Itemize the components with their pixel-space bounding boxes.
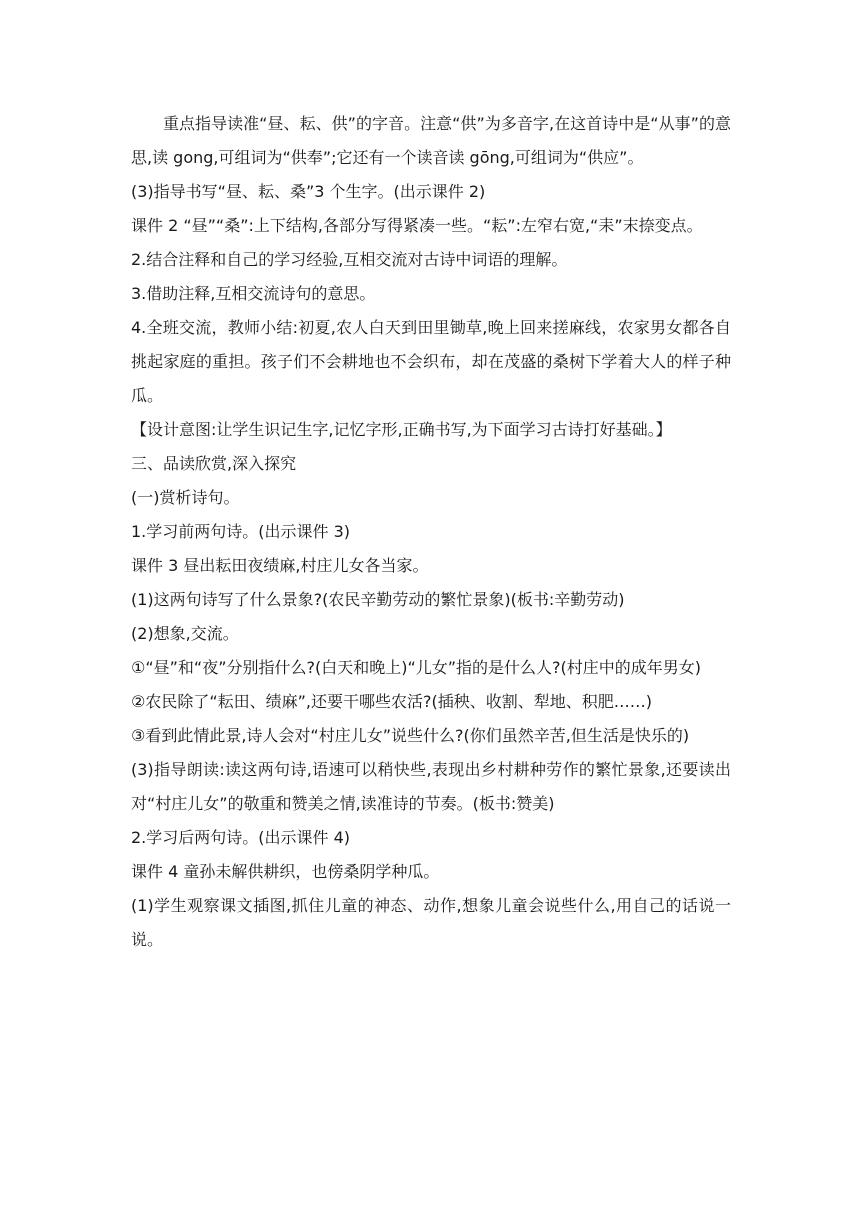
paragraph-courseware-4: 课件 4 童孙未解供耕织，也傍桑阴学种瓜。	[131, 862, 440, 881]
paragraph-observe-illustration: (1)学生观察课文插图,抓住儿童的神态、动作,想象儿童会说些什么,用自己的话说一说。	[131, 896, 731, 949]
document-body	[131, 107, 731, 957]
paragraph-design-intent: 【设计意图:让学生识记生字,记忆字形,正确书写,为下面学习古诗打好基础。】	[131, 420, 672, 439]
paragraph-sub-question-1: ①“昼”和“夜”分别指什么?(白天和晚上)“儿女”指的是什么人?(村庄中的成年男女)	[131, 658, 702, 677]
paragraph-reading-guide: (3)指导朗读:读这两句诗,语速可以稍快些,表现出乡村耕种劳作的繁忙景象,还要读出对“村庄儿女”的敬重和赞美之情,读准诗的节奏。(板书:赞美)	[131, 760, 731, 813]
paragraph-step-3: 3.借助注释,互相交流诗句的意思。	[131, 284, 376, 303]
paragraph-pronunciation-guide: 重点指导读准“昼、耘、供”的字音。注意“供”为多音字,在这首诗中是“从事”的意思,读 gong,可组词为“供奉”;它还有一个读音读 gōng,可组词为“供应”。	[131, 114, 731, 167]
paragraph-question-1: (1)这两句诗写了什么景象?(农民辛勤劳动的繁忙景象)(板书:辛勤劳动)	[131, 590, 625, 609]
paragraph-question-2: (2)想象,交流。	[131, 624, 239, 643]
paragraph-step-2: 2.结合注释和自己的学习经验,互相交流对古诗中词语的理解。	[131, 250, 568, 269]
paragraph-courseware-3: 课件 3 昼出耘田夜绩麻,村庄儿女各当家。	[131, 556, 429, 575]
paragraph-first-two-lines: 1.学习前两句诗。(出示课件 3)	[131, 522, 351, 541]
subsection-heading-1: (一)赏析诗句。	[131, 488, 240, 507]
paragraph-last-two-lines: 2.学习后两句诗。(出示课件 4)	[131, 828, 351, 847]
paragraph-step-4: 4.全班交流，教师小结:初夏,农人白天到田里锄草,晚上回来搓麻线，农家男女都各自挑起家庭的重担。孩子们不会耕地也不会织布，却在茂盛的桑树下学着大人的样子种瓜。	[131, 318, 731, 405]
paragraph-sub-question-3: ③看到此情此景,诗人会对“村庄儿女”说些什么?(你们虽然辛苦,但生活是快乐的)	[131, 726, 690, 745]
section-heading-3: 三、品读欣赏,深入探究	[131, 454, 297, 473]
paragraph-sub-question-2: ②农民除了“耘田、绩麻”,还要干哪些农活?(插秧、收割、犁地、积肥……)	[131, 692, 652, 711]
paragraph-courseware-2: 课件 2 “昼”“桑”:上下结构,各部分写得紧凑一些。“耘”:左窄右宽,“耒”末捺变点。	[131, 216, 703, 235]
paragraph-writing-guide: (3)指导书写“昼、耘、桑”3 个生字。(出示课件 2)	[131, 182, 486, 201]
